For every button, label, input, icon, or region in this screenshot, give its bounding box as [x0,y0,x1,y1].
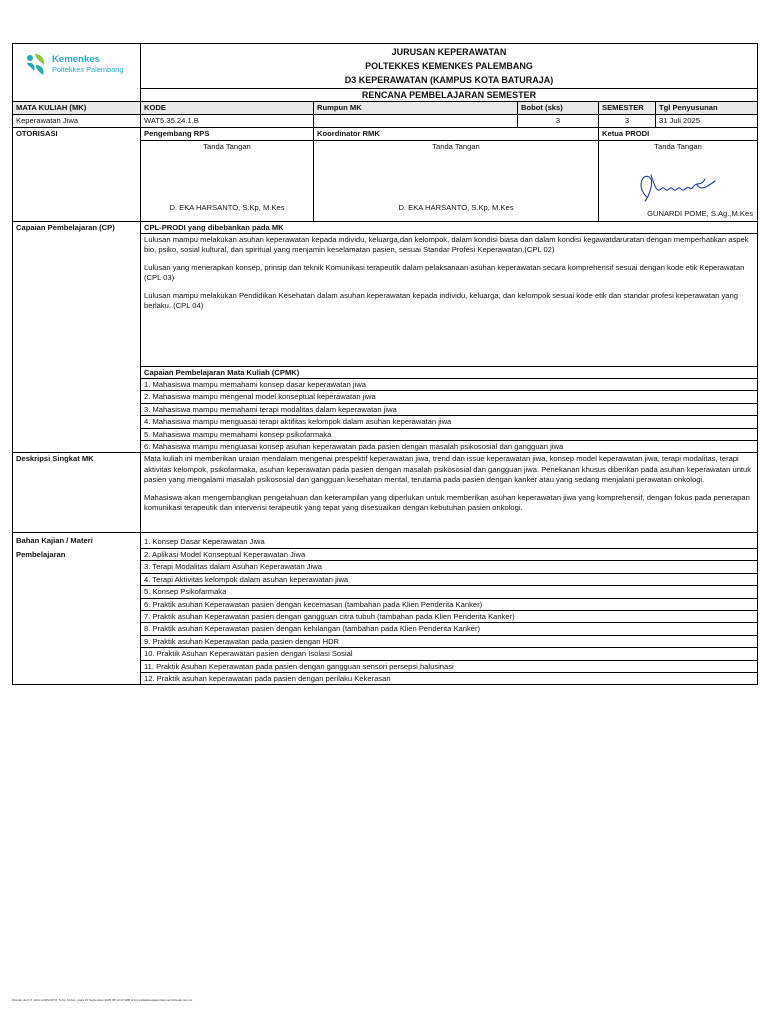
rps-table [12,43,758,685]
signer-name: GUNARDI POME, S.Ag.,M.Kes [647,209,754,219]
bahan-item: 12. Praktik asuhan keperawatan pada pasien dengan perilaku Kekerasan [144,673,391,683]
bahan-item: 10. Praktik Asuhan Keperawatan pasien dengan Isolasi Sosial [141,648,757,660]
cpl-prodi-heading: CPL-PRODI yang dibebankan pada MK [141,222,757,234]
label-rumpun: Rumpun MK [314,102,518,115]
deskripsi-paragraph: Mahasiswa akan mengembangkan pengetahuan dan keterampilan yang diperlukan untuk memberikan asuhan keperawatan jiwa yang komprehensif, dengan fokus pada penerapan komunikasi terapeutik dan intervensi terapeutik yang tepat yang disesuaikan dengan kebutuhan pasien onkologi. [144,492,750,512]
bahan-item: 4. Terapi Aktivitas kelompok dalam asuhan keperawatan jiwa [141,574,757,586]
cpl-item: Lulusan mampu melakukan asuhan keperawatan kepada individu, keluarga,dan kelompok, dalam kondisi biasa dan dalam kondisi kegawatdaruratan dengan memperhatikan aspek bio, psiko, sosial kultural, dan spiritual yang menjamin keselamatan pasien, sesuai Standar Profesi Keperawatan.(CPL 02) [144,235,749,255]
value-semester: 3 [599,115,656,128]
label-bahan-kajian: Bahan Kajian / Materi Pembelajaran [13,533,141,685]
label-koordinator: Koordinator RMK [314,128,599,141]
header-line2: POLTEKKES KEMENKES PALEMBANG [365,61,533,71]
cpmk-item: 1. Mahasiswa mampu memahami konsep dasar keperawatan jiwa [141,379,757,391]
cpmk-item: 2. Mahasiswa mampu mengenal model konseptual keperawatan jiwa [141,391,757,403]
label-semester: SEMESTER [599,102,656,115]
bahan-item: 2. Aplikasi Model Konseptual Keperawatan Jiwa [141,549,757,561]
label-kaprodi: Ketua PRODI [599,128,758,141]
ttd-label: Tanda Tangan [432,142,480,152]
bahan-item: 9. Praktik asuhan Keperawatan pada pasien dengan HDR [141,636,757,648]
value-bobot: 3 [518,115,599,128]
cpmk-item: 3. Mahasiswa mampu memahami terapi modalitas dalam keperawatan jiwa [141,404,757,416]
signer-name: D. EKA HARSANTO, S.Kp, M.Kes [169,203,285,213]
value-mata-kuliah: Keperawatan Jiwa [13,115,141,128]
ttd-label: Tanda Tangan [654,142,702,152]
value-kode: WAT5.35.24.1.B [141,115,314,128]
kemenkes-logo-icon [24,51,48,77]
deskripsi-content [141,453,758,533]
label-bobot: Bobot (sks) [518,102,599,115]
print-footer: Dicetak oleh: D. EKA HARSANTO, S.Kp, M.Kes, pada 16 September 2025 08:12:44 WIB di rps.poltekkespalembang.ac.id/cetak-rps-rps [12,998,193,1002]
bahan-item: 11. Praktik Asuhan Keperawatan pada pasien dengan gangguan sensori persepsi halusinasi [141,661,757,673]
bahan-item: 7. Praktik asuhan Keperawatan pasien dengan gangguan citra tubuh (tambahan pada Klien Penderita Kanker) [141,611,757,623]
signature-kaprodi [599,141,758,222]
header-line3: D3 KEPERAWATAN (KAMPUS KOTA BATURAJA) [344,75,554,85]
cpl-item: Lulusan yang menerapkan konsep, prinsip dan teknik Komunikasi terapeutik dalam pelaksanaan asuhan keperawatan secara komprehensif sesuai dengan kode etik Keperawatan (CPL 03) [144,263,745,283]
label-capaian-pembelajaran: Capaian Pembelajaran (CP) [13,222,141,453]
label-otorisasi: OTORISASI [13,128,141,222]
header-institution [141,44,758,89]
ttd-label: Tanda Tangan [203,142,251,152]
rps-document [12,43,757,685]
bahan-item: 1. Konsep Dasar Keperawatan Jiwa [141,536,757,548]
header-line1: JURUSAN KEPERAWATAN [391,47,507,57]
signature-pengembang [141,141,314,222]
cpl-prodi-section [141,222,758,367]
bahan-item: 3. Terapi Modalitas dalam Asuhan Keperawatan Jiwa [141,561,757,573]
value-rumpun [314,115,518,128]
bahan-item: 8. Praktik asuhan Keperawatan pasien dengan kehilangan (tambahan pada Klien Penderita Kanker) [141,623,757,635]
cpmk-section [141,367,758,453]
label-pengembang: Pengembang RPS [141,128,314,141]
cpmk-heading: Capaian Pembelajaran Mata Kuliah (CPMK) [141,367,757,379]
document-title: RENCANA PEMBELAJARAN SEMESTER [141,89,758,102]
logo-cell [13,44,141,102]
label-tgl-penyusunan: Tgl Penyusunan [656,102,758,115]
logo-line1: Kemenkes [52,53,100,65]
deskripsi-paragraph: Mata kuliah ini memberikan uraian mendalam mengenai prespektif keperawatan jiwa, trend dan issue keperawatan jiwa, konsep model keperawatan jiwa, terapi modalitas, terapi aktivitas kelompok, psikofarmaka, asuhan keperawatan pada pasien dengan masalah psikososial dan gangguan jiwa. Penekanan khusus diberikan pada asuhan keperawatan untuk pasien yang mengalami masalah psikososial dan gangguan kesehatan mental, terutama pada pasien dengan kanker atau yang sedang menjalani perawatan onkologi. [144,454,752,484]
logo-line2: Poltekkes Palembang [52,64,124,74]
cpmk-item: 6. Mahasiswa mampu menguasai konsep asuhan keperawatan pada pasien dengan masalah psikososial dan gangguan jiwa [144,442,564,452]
label-mata-kuliah: MATA KULIAH (MK) [13,102,141,115]
bahan-item: 5. Konsep Psikofarmaka [141,586,757,598]
signer-name: D. EKA HARSANTO, S.Kp, M.Kes [398,203,514,213]
cpl-item: Lulusan mampu melakukan Pendidikan Kesehatan dalam asuhan keperawatan kepada individu, keluarga, dan kelompok sesuai kode etik dan standar profesi keperawatan yang berlaku. (CPL 04) [144,291,738,311]
label-kode: KODE [141,102,314,115]
signature-koordinator [314,141,599,222]
handwritten-signature [635,167,719,207]
cpmk-item: 4. Mahasiswa mampu menguasai terapi aktifitas kelompok dalam asuhan keperawatan jiwa [141,416,757,428]
bahan-kajian-list [141,533,758,685]
label-deskripsi: Deskripsi Singkat MK [13,453,141,533]
value-tgl-penyusunan: 31 Juli 2025 [656,115,758,128]
kemenkes-logo [16,45,137,83]
cpmk-item: 5. Mahasiswa mampu memahami konsep psikofarmaka [141,429,757,441]
bahan-item: 6. Praktik asuhan Keperawatan pasien dengan kecemasan (tambahan pada Klien Penderita Kanker) [141,599,757,611]
